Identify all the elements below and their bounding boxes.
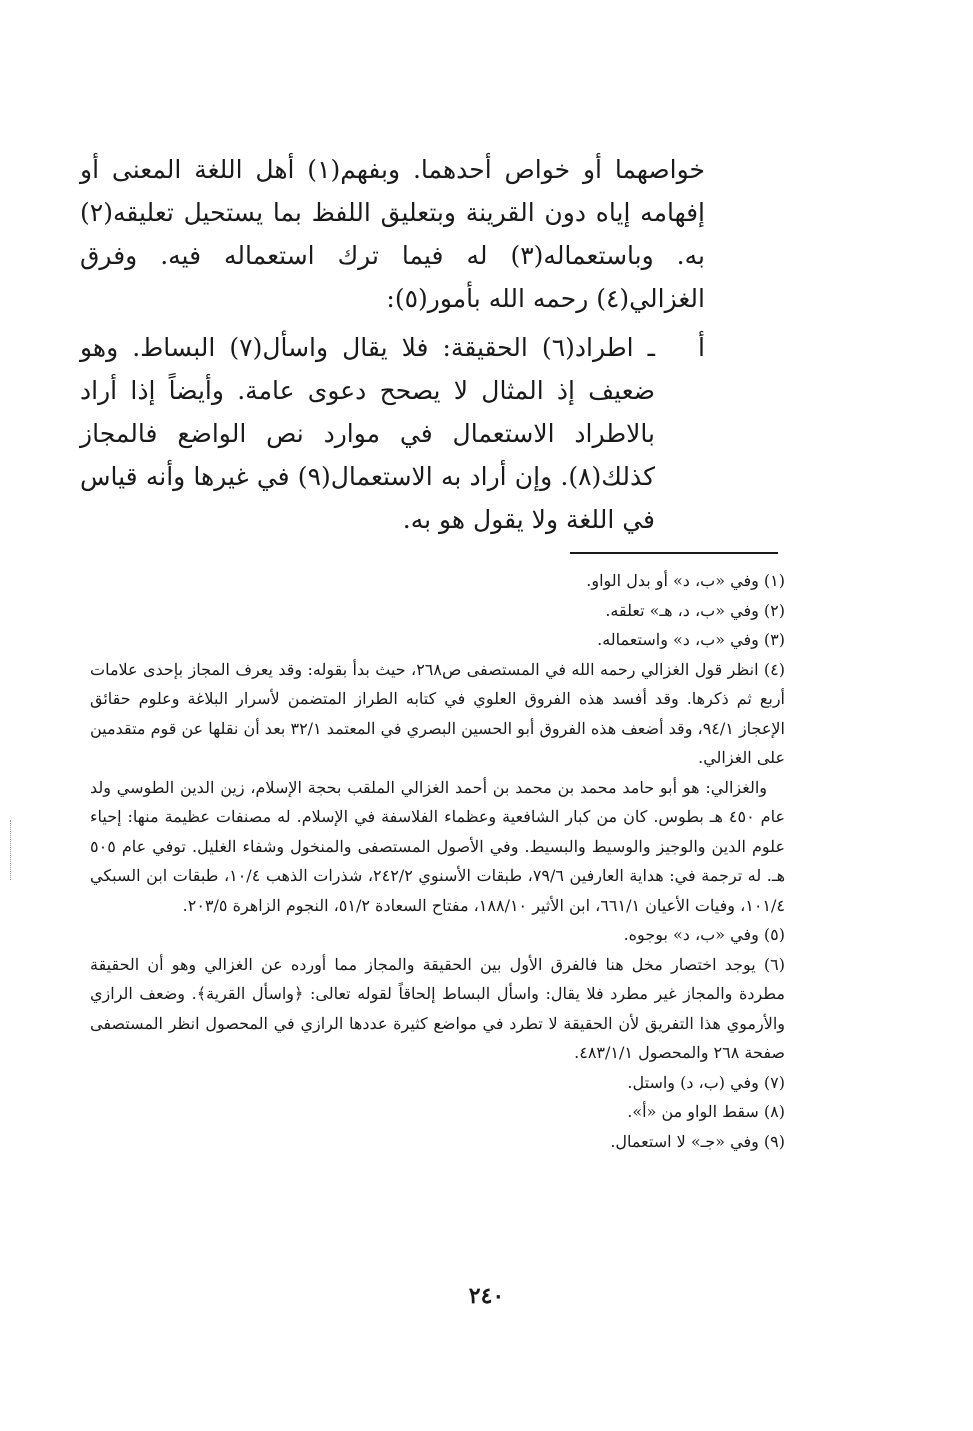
footnote-5: (٥) وفي «ب، د» بوجوه. (623, 925, 785, 944)
footnote-4: (٤) انظر قول الغزالي رحمه الله في المستصفى ص٢٦٨، حيث بدأ بقوله: وقد يعرف المجاز بإحدى علامات أربع ثم ذكرها. وقد أفسد هذه الفروق العلوي في كتابه الطراز المتضمن لأسرار البلاغة وعلوم حقائق الإعجاز ٩٤/١، وقد أضعف هذه الفروق أبو الحسين البصري في المعتمد ٣٢/١ بعد أن نقلها عن قوم متقدمين على الغزالي. (90, 659, 786, 767)
footnote-2: (٢) وفي «ب، د، هـ» تعلقه. (605, 600, 785, 620)
footnote-8: (٨) سقط الواو من «أ». (627, 1102, 785, 1121)
footnote-9: (٩) وفي «جـ» لا استعمال. (610, 1131, 785, 1151)
footnote-1: (١) وفي «ب، د» أو بدل الواو. (586, 571, 785, 590)
main-paragraph: خواصهما أو خواص أحدهما. وبفهم(١) أهل اللغة المعنى أو إفهامه إياه دون القرينة وبتعليق اللفظ بما يستحيل تعليقه(٢) به. وباستعماله(٣) له فيما ترك استعماله فيه. وفرق الغزالي(٤) رحمه الله بأمور(٥): (80, 155, 705, 313)
footnotes (90, 566, 785, 1156)
footnote-4-continued: والغزالي: هو أبو حامد محمد بن محمد بن أحمد الغزالي الملقب بحجة الإسلام، زين الدين الطوسي ولد عام ٤٥٠ هـ بطوس. كان من كبار الشافعية وعظماء الفلاسفة في الإسلام. له مصنفات عظيمة منها: إحياء علوم الدين والوجيز والوسيط والبسيط. وفي الأصول المستصفى والمنخول وشفاء الغليل. توفي عام ٥٠٥ هـ. له ترجمة في: هداية العارفين ٧٩/٦، طبقات الأسنوي ٢٤٢/٢، شذرات الذهب ١٠/٤، طبقات ابن السبكي ١٠١/٤، وفيات الأعيان ٦٦١/١، ابن الأثير ١٨٨/١٠، مفتاح السعادة ٥١/٢، النجوم الزاهرة ٢٠٣/٥. (90, 777, 786, 915)
list-item-alif (80, 326, 705, 541)
page-number: ٢٤٠ (468, 1283, 505, 1309)
item-letter: أ (698, 333, 705, 362)
scan-margin-mark (10, 820, 12, 880)
footnote-3: (٣) وفي «ب، د» واستعماله. (597, 630, 785, 649)
footnote-7: (٧) وفي (ب، د) واستل. (627, 1072, 785, 1092)
main-text (80, 148, 705, 541)
item-text: ـ اطراد(٦) الحقيقة: فلا يقال واسأل(٧) البساط. وهو ضعيف إذ المثال لا يصحح دعوى عامة. وأيضاً إذا أراد بالاطراد الاستعمال في موارد نص الواضع فالمجاز كذلك(٨). وإن أراد به الاستعمال(٩) في غيرها وأنه قياس في اللغة ولا يقول هو به. (80, 333, 655, 534)
footnote-separator (570, 552, 778, 554)
footnote-6: (٦) يوجد اختصار مخل هنا فالفرق الأول بين الحقيقة والمجاز مما أورده عن الغزالي وهو أن الحقيقة مطردة والمجاز غير مطرد فلا يقال: واسأل البساط إلحاقاً لقوله تعالى: ﴿واسأل القرية﴾. وضعف الرازي والأرموي هذا التفريق لأن الحقيقة لا تطرد في مواضع كثيرة عددها الرازي في المحصول انظر المستصفى صفحة ٢٦٨ والمحصول ٤٨٣/١/١. (90, 954, 785, 1062)
